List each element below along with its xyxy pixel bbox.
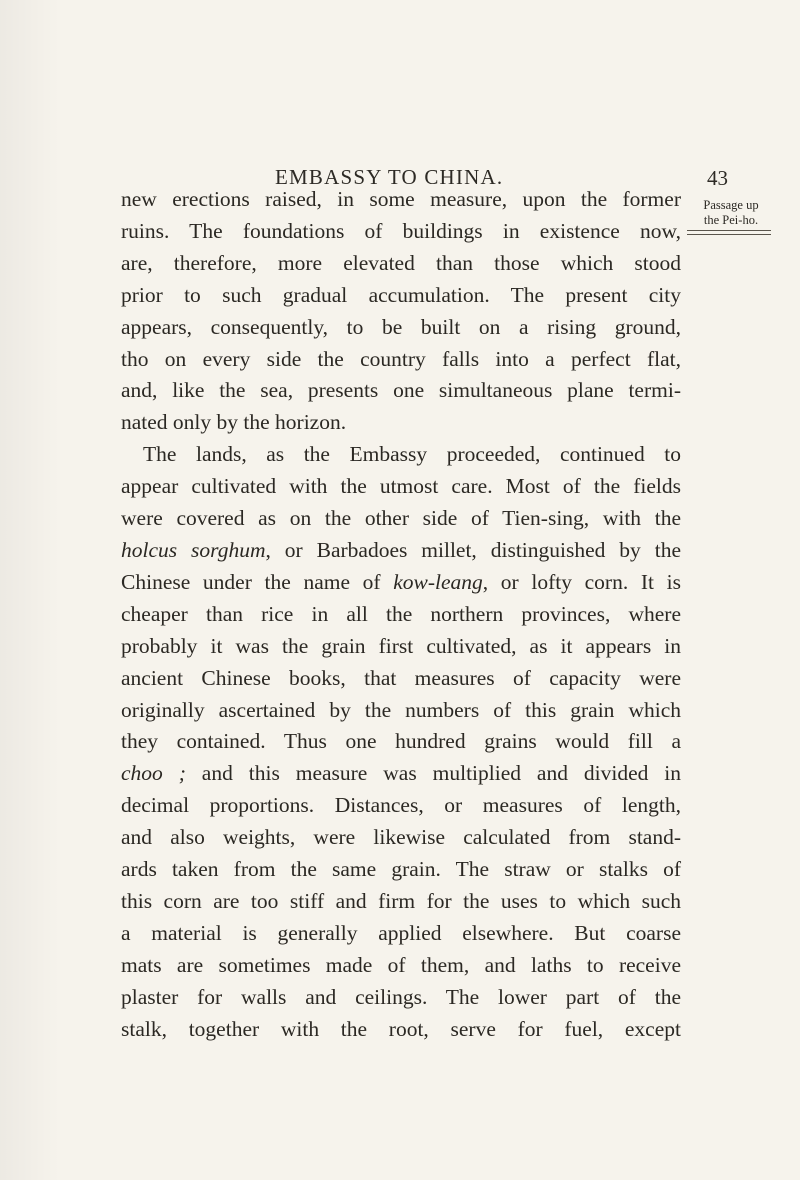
italic-term: kow-leang [393,569,483,594]
text-line: cheaper than rice in all the northern provinces, where [121,601,681,626]
text-line: mats are sometimes made of them, and laths to receive [121,952,681,977]
page-number: 43 [707,166,728,190]
text-line: stalk, together with the root, serve for fuel, except [121,1016,681,1041]
text-line: ancient Chinese books, that measures of capacity were [121,665,681,690]
text-line: this corn are too stiff and firm for the uses to which such [121,888,681,913]
paragraph-start-line: The lands, as the Embassy proceeded, continued to [143,442,681,467]
text-line [121,567,681,599]
marginal-note-line-2: the Pei-ho. [703,213,759,227]
body-text [121,184,681,1045]
text-line: were covered as on the other side of Tien-sing, with the [121,506,681,531]
text-line: and also weights, were likewise calculated from stand- [121,825,681,850]
marginal-double-rule [687,230,771,235]
text-line: they contained. Thus one hundred grains would fill a [121,729,681,754]
marginal-note-line-1: Passage up [703,198,759,212]
italic-term: holcus sorghum [121,537,266,562]
text-line: prior to such gradual accumulation. The present city [121,282,681,307]
text-line: ruins. The foundations of buildings in existence now, [121,218,681,243]
paragraph-end-line: nated only by the horizon. [121,410,347,435]
text-run: , or Barbadoes millet, distinguished by the [265,537,681,562]
text-line: appear cultivated with the utmost care. Most of the fields [121,474,681,499]
text-line: decimal proportions. Distances, or measures of length, [121,793,681,818]
text-line: originally ascertained by the numbers of this grain which [121,697,681,722]
text-line: a material is generally applied elsewhere. But coarse [121,920,681,945]
text-line: plaster for walls and ceilings. The lower part of the [121,984,681,1009]
marginal-note [689,198,773,228]
page-fold-shadow [0,0,60,1180]
text-line: probably it was the grain first cultivated, as it appears in [121,633,681,658]
text-run: Chinese under the name of [121,569,394,594]
text-line: new erections raised, in some measure, upon the former [121,187,681,211]
text-line: are, therefore, more elevated than those which stood [121,250,681,275]
text-line: and, like the sea, presents one simultaneous plane termi- [121,378,681,403]
text-line [121,535,681,567]
text-line: tho on every side the country falls into a perfect flat, [121,346,681,371]
text-run: and this measure was multiplied and divided in [185,761,682,786]
text-run: , or lofty corn. It is [482,569,681,594]
text-line: appears, consequently, to be built on a rising ground, [121,314,681,339]
text-line [121,758,681,790]
italic-term: choo ; [121,761,186,786]
text-line: ards taken from the same grain. The straw or stalks of [121,857,681,882]
running-title: EMBASSY TO CHINA. [275,165,504,189]
